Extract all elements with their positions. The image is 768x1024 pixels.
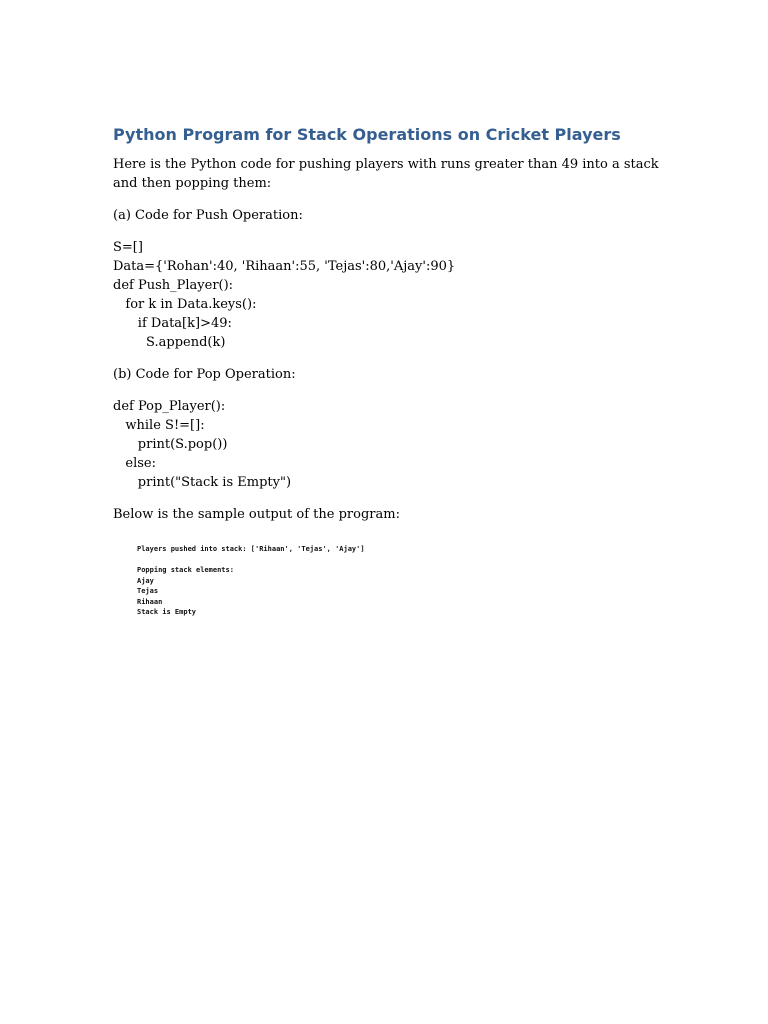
code-line: for k in Data.keys(): bbox=[113, 297, 257, 312]
sample-output-image bbox=[137, 544, 673, 618]
code-line: while S!=[]: bbox=[113, 418, 205, 433]
output-line: Rihaan bbox=[137, 597, 163, 606]
code-line: else: bbox=[113, 456, 156, 471]
output-line: Stack is Empty bbox=[137, 608, 197, 616]
push-heading: (a) Code for Push Operation: bbox=[113, 208, 303, 223]
document-title: Python Program for Stack Operations on Cricket Players bbox=[113, 125, 621, 144]
document-page bbox=[113, 124, 673, 618]
output-line: Popping stack elements: bbox=[137, 566, 234, 574]
code-line: print("Stack is Empty") bbox=[113, 475, 292, 490]
output-line bbox=[137, 555, 673, 566]
push-code-block bbox=[113, 238, 673, 352]
code-line: if Data[k]>49: bbox=[113, 316, 232, 331]
output-line: Ajay bbox=[137, 576, 154, 585]
code-line: def Push_Player(): bbox=[113, 278, 234, 293]
output-line: Tejas bbox=[137, 587, 159, 595]
intro-paragraph: Here is the Python code for pushing players with runs greater than 49 into a stack and then popping them: bbox=[113, 157, 659, 191]
code-line: Data={'Rohan':40, 'Rihaan':55, 'Tejas':80,'Ajay':90} bbox=[113, 259, 456, 274]
pop-heading: (b) Code for Pop Operation: bbox=[113, 367, 296, 382]
output-intro: Below is the sample output of the program: bbox=[113, 507, 400, 522]
code-line: def Pop_Player(): bbox=[113, 399, 226, 414]
code-line: S=[] bbox=[113, 240, 143, 255]
output-line: Players pushed into stack: ['Rihaan', 'Tejas', 'Ajay'] bbox=[137, 545, 365, 553]
pop-code-block bbox=[113, 397, 673, 492]
code-line: S.append(k) bbox=[113, 335, 226, 350]
code-line: print(S.pop()) bbox=[113, 437, 228, 452]
